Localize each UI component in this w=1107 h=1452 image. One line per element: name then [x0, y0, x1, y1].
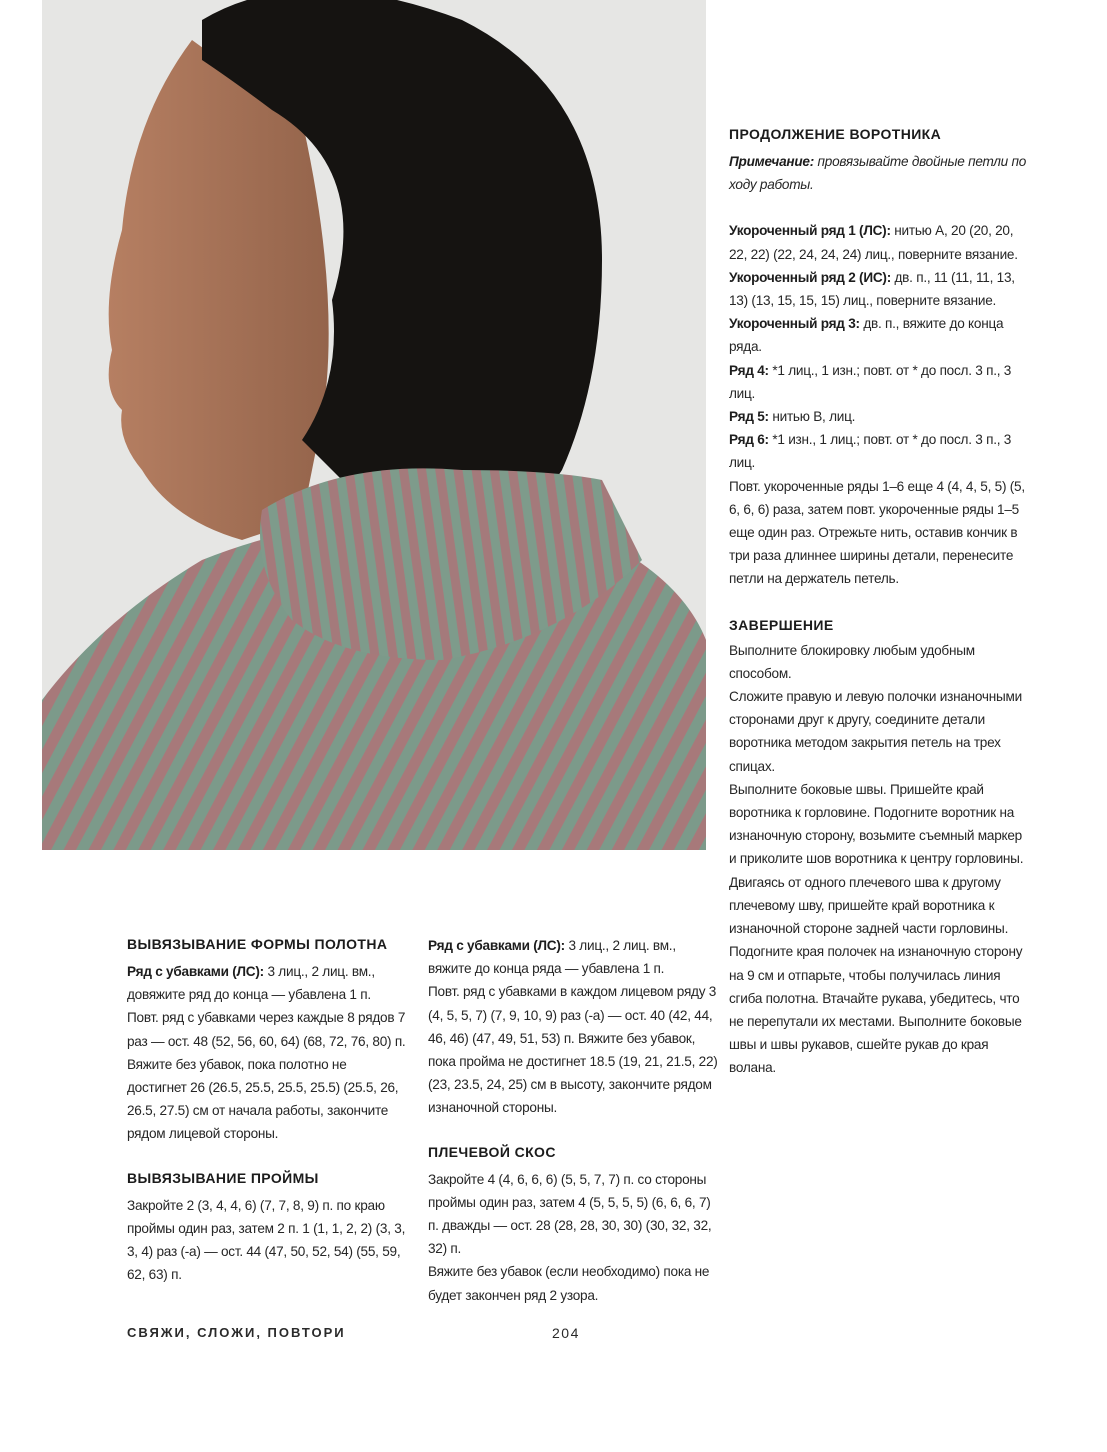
row-label: Ряд 5: [729, 409, 769, 425]
heading-shoulder: ПЛЕЧЕВОЙ СКОС [428, 1143, 556, 1160]
photo-woman-in-striped-sweater [42, 0, 706, 850]
shoulder-text-1: Закройте 4 (4, 6, 6, 6) (5, 5, 7, 7) п. со стороны проймы один раз, затем 4 (5, 5, 5, 5) (6, 6, 6, 7) п. дважды — ост. 28 (28, 28, 30, 30) (30, 32, 32, 32) п. [428, 1171, 712, 1257]
row-label: Укороченный ряд 2 (ИС): [729, 269, 891, 285]
row-label: Ряд с убавками (ЛС): [428, 938, 565, 953]
row-label: Укороченный ряд 3: [729, 316, 860, 332]
row-text: нитью В, лиц. [768, 409, 856, 425]
shaping-text: Повт. ряд с убавками через каждые 8 рядов 7 раз — ост. 48 (52, 56, 60, 64) (68, 72, 76, 80) п. Вяжите без убавок, пока полотно не достигнет 26 (26.5, 25.5, 25.5, 25.5) (25.5, 26, 26.5, 27.5) см от начала работы, закончите рядом лицевой стороны. [127, 1010, 406, 1142]
row-label: Ряд 6: [729, 432, 769, 448]
shaping-decrease-row [127, 960, 407, 1006]
photo-illustration [42, 0, 706, 850]
armhole-decrease-row [428, 934, 718, 980]
row-label: Ряд 4: [729, 362, 769, 378]
armhole-cont-text: Повт. ряд с убавками в каждом лицевом ряду 3 (4, 5, 5, 7) (7, 9, 10, 9) раз (-а) — ост. 40 (42, 44, 46, 46) (47, 49, 51, 53) п. Вяжите без убавок, пока пройма не достигнет 18.5 (19, 21, 21.5, 22) (23, 23.5, 24, 25) см в высоту, закончите рядом изнаночной стороны. [428, 984, 718, 1116]
left-column [127, 934, 407, 1286]
row-text: дв. п., 11 (11, 11, 13, 13) (13, 15, 15, 15) лиц., поверните вязание. [729, 269, 1015, 309]
row-text: *1 изн., 1 лиц.; повт. от * до посл. 3 п., 3 лиц. [729, 432, 1012, 471]
heading-finishing: ЗАВЕРШЕНИЕ [729, 616, 834, 633]
finishing-paragraph-2: Сложите правую и левую полочки изнаночными сторонами друг к другу, соедините детали воротника методом закрытия петель на трех спицах. [729, 689, 1022, 774]
page-number: 204 [552, 1325, 580, 1341]
row-label: Укороченный ряд 1 (ЛС): [729, 223, 891, 239]
collar-closing-text: Повт. укороченные ряды 1–6 еще 4 (4, 4, 5, 5) (5, 6, 6, 6) раза, затем повт. укороченные ряды 1–5 еще один раз. Отрежьте нить, оставив кончик в три раза длиннее ширины детали, перенесите петли на держатель петель. [729, 478, 1025, 587]
short-row-2 [729, 266, 1029, 312]
row-4 [729, 359, 1029, 405]
heading-armhole: ВЫВЯЗЫВАНИЕ ПРОЙМЫ [127, 1169, 319, 1186]
heading-shaping: ВЫВЯЗЫВАНИЕ ФОРМЫ ПОЛОТНА [127, 936, 388, 952]
shoulder-text-2: Вяжите без убавок (если необходимо) пока не будет закончен ряд 2 узора. [428, 1264, 710, 1303]
armhole-text: Закройте 2 (3, 4, 4, 6) (7, 7, 8, 9) п. по краю проймы один раз, затем 2 п. 1 (1, 1, 2, 2) (3, 3, 3, 4) раз (-а) — ост. 44 (47, 50, 52, 54) (55, 59, 62, 63) п. [127, 1197, 406, 1283]
middle-column [428, 934, 718, 1307]
row-6 [729, 428, 1029, 474]
short-row-3 [729, 312, 1029, 358]
row-text: *1 лиц., 1 изн.; повт. от * до посл. 3 п., 3 лиц. [729, 362, 1012, 401]
row-label: Ряд с убавками (ЛС): [127, 964, 264, 979]
row-5 [729, 405, 1029, 428]
collar-note [729, 150, 1029, 196]
row-text: дв. п., вяжите до конца ряда. [729, 316, 1004, 355]
right-column [729, 124, 1029, 1080]
running-footer-book-title: СВЯЖИ, СЛОЖИ, ПОВТОРИ [127, 1325, 346, 1340]
short-row-1 [729, 219, 1029, 265]
note-text: провязывайте двойные петли по ходу работы. [729, 154, 1027, 193]
finishing-paragraph-3: Выполните боковые швы. Пришейте край воротника к горловине. Подогните воротник на изнаночную сторону, возьмите съемный маркер и приколите шов воротника к центру горловины. Двигаясь от одного плечевого шва к другому плечевому шву, пришейте край воротника к изнаночной стороне задней части горловины. Подогните края полочек на изнаночную сторону на 9 см и отпарьте, чтобы получилась линия сгиба полотна. Втачайте рукава, убедитесь, что не перепутали их местами. Выполните боковые швы и швы рукавов, сшейте рукав до края волана. [729, 781, 1024, 1076]
row-text: 3 лиц., 2 лиц. вм., довяжите ряд до конца — убавлена 1 п. [127, 964, 375, 1003]
row-text: нитью А, 20 (20, 20, 22, 22) (22, 24, 24, 24) лиц., поверните вязание. [729, 223, 1018, 262]
note-label: Примечание: [729, 154, 814, 169]
row-text: 3 лиц., 2 лиц. вм., вяжите до конца ряда — убавлена 1 п. [428, 938, 676, 977]
finishing-paragraph-1: Выполните блокировку любым удобным способом. [729, 642, 975, 681]
heading-collar-continuation: ПРОДОЛЖЕНИЕ ВОРОТНИКА [729, 126, 942, 142]
